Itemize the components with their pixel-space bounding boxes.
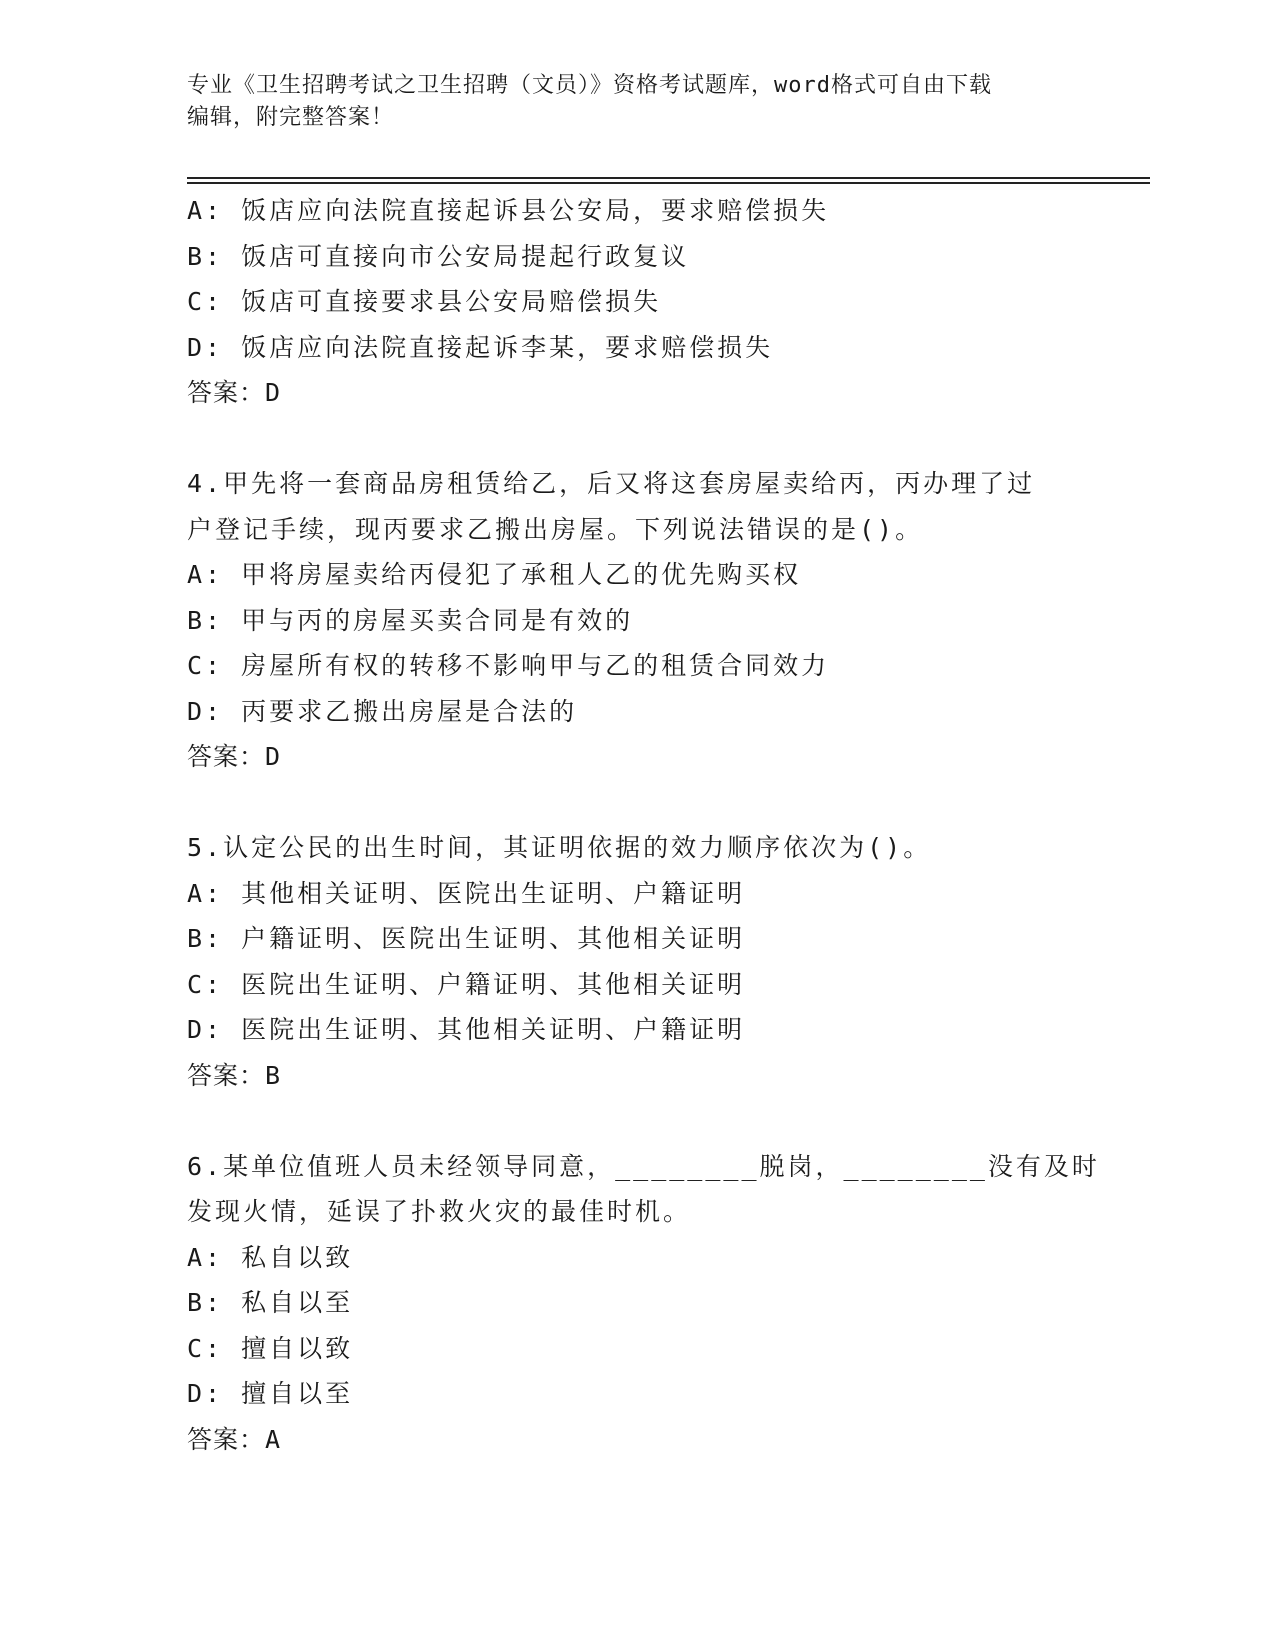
question-3-continued xyxy=(187,188,1087,416)
question-5 xyxy=(187,825,1087,1098)
question-stem-continued: 户登记手续，现丙要求乙搬出房屋。下列说法错误的是()。 xyxy=(187,514,924,544)
option-a: A: 甲将房屋卖给丙侵犯了承租人乙的优先购买权 xyxy=(187,560,802,589)
answer-line: 答案：D xyxy=(187,742,282,771)
question-list xyxy=(187,188,1100,1462)
header-line-2: 编辑，附完整答案！ xyxy=(187,105,395,130)
spacer xyxy=(187,780,1087,826)
question-4 xyxy=(187,461,1087,780)
question-stem: 6.某单位值班人员未经领导同意，________脱岗，________没有及时 xyxy=(187,1151,1100,1181)
answer-line: 答案：B xyxy=(187,1060,282,1090)
option-c: C: 饭店可直接要求县公安局赔偿损失 xyxy=(187,287,662,316)
option-a: A: 其他相关证明、医院出生证明、户籍证明 xyxy=(187,878,746,908)
option-d: D: 饭店应向法院直接起诉李某，要求赔偿损失 xyxy=(187,332,774,362)
option-c: C: 医院出生证明、户籍证明、其他相关证明 xyxy=(187,969,746,999)
option-b: B: 私自以至 xyxy=(187,1288,354,1317)
spacer xyxy=(187,1098,1087,1144)
question-stem-continued: 发现火情，延误了扑救火灾的最佳时机。 xyxy=(187,1197,692,1226)
option-a: A: 饭店应向法院直接起诉县公安局，要求赔偿损失 xyxy=(187,196,830,225)
option-a: A: 私自以致 xyxy=(187,1242,354,1272)
option-b: B: 甲与丙的房屋买卖合同是有效的 xyxy=(187,605,634,635)
option-d: D: 医院出生证明、其他相关证明、户籍证明 xyxy=(187,1015,746,1044)
header-line-1: 专业《卫生招聘考试之卫生招聘（文员）》资格考试题库，word格式可自由下载 xyxy=(187,73,992,98)
option-b: B: 饭店可直接向市公安局提起行政复议 xyxy=(187,241,690,271)
answer-line: 答案：D xyxy=(187,378,282,407)
answer-line: 答案：A xyxy=(187,1424,282,1454)
option-c: C: 房屋所有权的转移不影响甲与乙的租赁合同效力 xyxy=(187,651,830,680)
header-divider-bottom xyxy=(187,182,1150,184)
header-divider-top xyxy=(187,177,1150,179)
spacer xyxy=(187,416,1087,462)
question-stem: 4.甲先将一套商品房租赁给乙，后又将这套房屋卖给丙，丙办理了过 xyxy=(187,469,1036,498)
option-d: D: 擅自以至 xyxy=(187,1379,354,1408)
question-6 xyxy=(187,1144,1100,1463)
question-stem: 5.认定公民的出生时间，其证明依据的效力顺序依次为()。 xyxy=(187,833,932,862)
document-header xyxy=(187,70,1067,134)
option-d: D: 丙要求乙搬出房屋是合法的 xyxy=(187,696,578,726)
option-b: B: 户籍证明、医院出生证明、其他相关证明 xyxy=(187,924,746,953)
option-c: C: 擅自以致 xyxy=(187,1333,354,1363)
